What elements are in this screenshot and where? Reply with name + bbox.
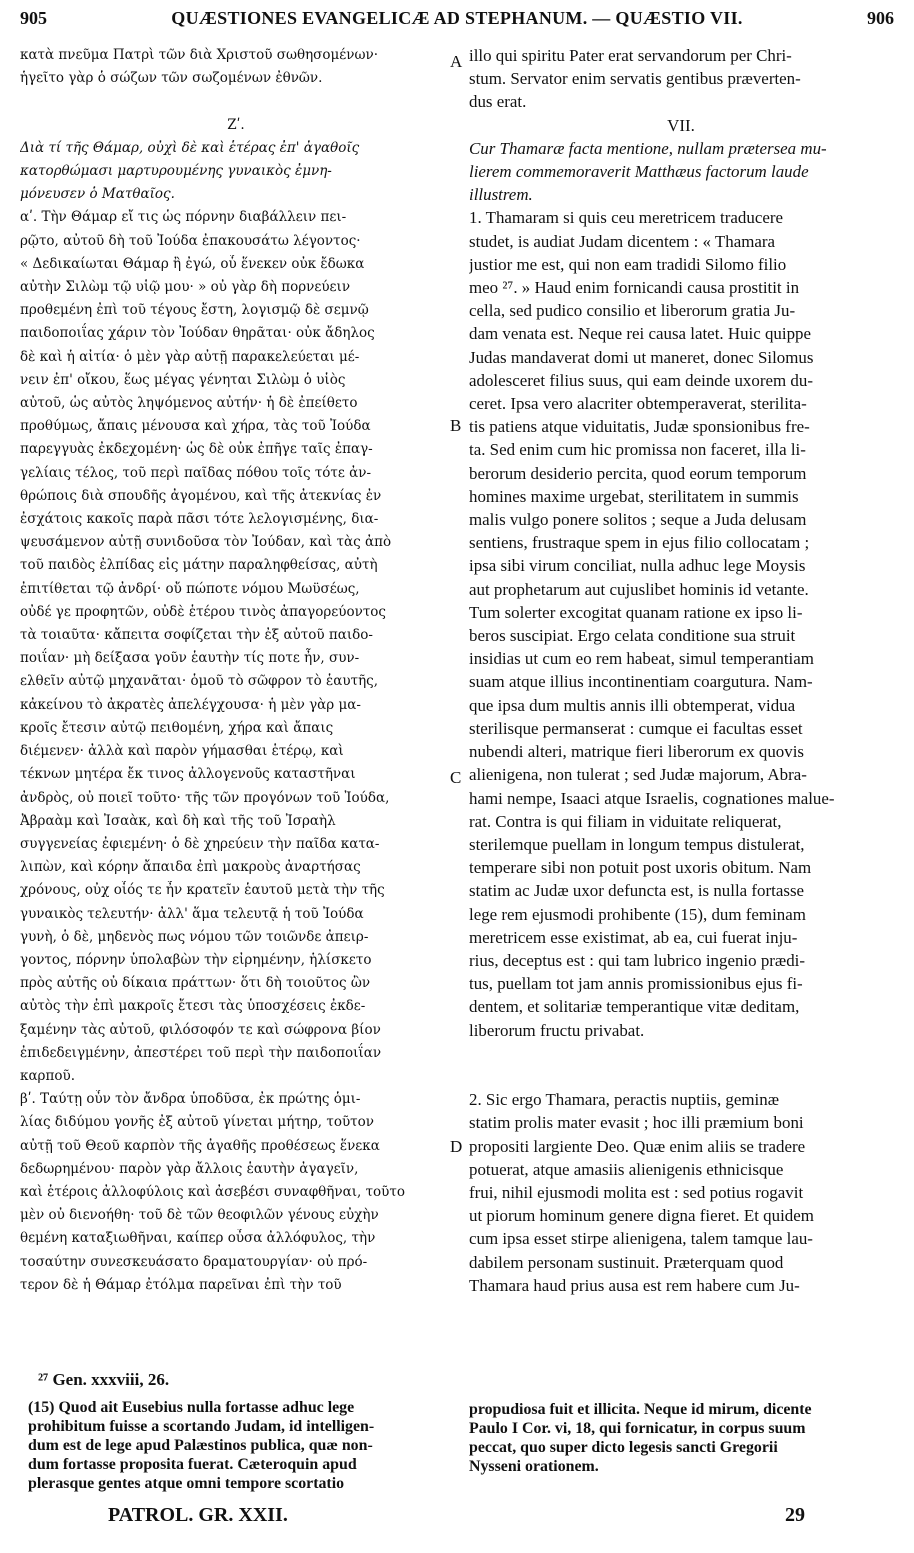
greek-line: ξαμένην τὰς αὐτοῦ, φιλόσοφόν τε καὶ σώφρονα βίον	[20, 1021, 381, 1038]
latin-line: sentiens, frustraque spem in ejus filio collocatam ;	[469, 533, 810, 553]
running-title: QUÆSTIONES EVANGELICÆ AD STEPHANUM. — QUÆSTIO VII.	[171, 8, 743, 28]
greek-line: κατορθώμασι μαρτυρουμένης γυναικὸς ἐμνη-	[20, 163, 332, 180]
greek-line: ρῷτο, αὐτοῦ δὴ τοῦ Ἰούδα ἐπακουσάτω λέγοντος·	[20, 232, 361, 249]
footnote-line: prohibitum fuisse a scortando Judam, id intelligen-	[28, 1418, 375, 1435]
greek-line: αὐτοῦ, ὡς αὐτὸς ληψόμενος αὐτήν· ἡ δὲ ἐπείθετο	[20, 395, 358, 412]
latin-line: hami nempe, Isaaci atque Israelis, cognationes maluе-	[469, 788, 835, 808]
greek-line: τέκνων μητέρα ἔκ τινος ἀλλογενοῦς καταστῆναι	[20, 766, 356, 783]
greek-line: συγγενείας ἐφιεμένη· ὁ δὲ χηρεύειν τὴν παῖδα κατα-	[20, 835, 380, 852]
latin-line: homines maxime urgebat, sterilitatem in summis	[469, 486, 799, 506]
latin-line: temperare sibi non potuit post uxoris obitum. Nam	[469, 858, 812, 878]
latin-line: 1. Thamaram si quis ceu meretricem traducere	[469, 208, 783, 228]
latin-line: liberorum fructu privabat.	[469, 1020, 645, 1040]
latin-line: alienigena, non tulerat ; sed Judæ majorum, Abra-	[469, 765, 807, 785]
greek-line: προθεμένη ἐπὶ τοῦ τέγους ἔστη, λογισμῷ δὲ σεμνῷ	[20, 302, 369, 319]
greek-line: παιδοποιΐας χάριν τὸν Ἰούδαν θηρᾶται· οὐκ ἄδηλος	[20, 325, 375, 342]
latin-line: Thamara haud prius ausa est rem habere cum Ju-	[469, 1275, 800, 1295]
footnote-line: propudiosa fuit et illicita. Neque id mirum, dicente	[469, 1401, 812, 1418]
margin-marker-a: A	[450, 52, 463, 71]
footnote-line: Paulo I Cor. vi, 18, qui fornicatur, in corpus suum	[469, 1420, 806, 1437]
margin-marker-d: D	[450, 1137, 463, 1156]
greek-line: γελίαις τέλος, τοῦ περὶ παῖδας πόθου τοῖς τότε ἀν-	[20, 464, 372, 481]
greek-line: γοντος, πόρνην ὑπολαβὼν τὴν εἰρημένην, ἡλίσκετο	[20, 951, 372, 968]
latin-line: illustrem.	[469, 185, 533, 205]
latin-line: studet, is audiat Judam dicentem : « Thamara	[469, 231, 776, 251]
greek-line: τερον δὲ ἡ Θάμαρ ἐτόλμα παρεῖναι ἐπὶ τὴν τοῦ	[20, 1276, 342, 1293]
latin-line: sterilisque permanserat : cumque ei facultas esset	[469, 718, 803, 738]
footer-left: PATROL. GR. XXII.	[108, 1504, 288, 1526]
running-header	[20, 8, 894, 34]
footnote-line: Nysseni orationem.	[469, 1458, 599, 1475]
greek-line: θρώποις διὰ σπουδῆς ἀγομένου, καὶ τῆς ἀτεκνίας ἐν	[20, 487, 382, 504]
page-number-right: 906	[867, 8, 894, 28]
footnote-line: peccat, quo super dicto legesis sancti Gregorii	[469, 1439, 778, 1456]
latin-line: berorum desiderio percita, quod eorum temporum	[469, 463, 807, 483]
latin-line: meretricem esse existimat, ab ea, cui fuerat inju-	[469, 927, 798, 947]
footnote-line: (15) Quod ait Eusebius nulla fortasse adhuc lege	[28, 1399, 355, 1416]
latin-line: 2. Sic ergo Thamara, peractis nuptiis, geminæ	[469, 1090, 779, 1110]
latin-line: justior me est, qui non eam tradidi Silomo filio	[469, 254, 787, 274]
latin-line: lege rem ejusmodi prohibente (15), dum feminam	[469, 904, 806, 924]
latin-line	[469, 1042, 893, 1065]
latin-line: cella, sed pudico consilio et liberorum gratia Ju-	[469, 301, 796, 321]
latin-line: dentem, et solitariæ temperantique vitæ deditam,	[469, 997, 800, 1017]
greek-line: « Δεδικαίωται Θάμαρ ἢ ἐγώ, οὗ ἕνεκεν οὐκ ἔδωκα	[20, 255, 365, 272]
latin-column	[469, 44, 895, 1297]
greek-line: τοῦ παιδὸς ἐλπίδας εἰς μάτην παραληφθείσας, αὐτὴ	[20, 557, 378, 574]
greek-line: ἡγεῖτο γὰρ ὁ σώζων τῶν σωζομένων ἐθνῶν.	[20, 70, 323, 87]
latin-line	[469, 1065, 893, 1088]
greek-line: δεδωρημένου· παρὸν γὰρ ἄλλοις ἑαυτὴν ἀγαγεῖν,	[20, 1160, 359, 1177]
latin-line: rius, deceptus est : qui tam lubrico ingenio prædi-	[469, 950, 805, 970]
footnote-left	[28, 1398, 453, 1493]
greek-line: παρεγγυὰς ἐκδεχομένη· ὡς δὲ οὐκ ἐπῆγε ταῖς ἐπαγ-	[20, 441, 373, 458]
greek-line: καρποῦ.	[20, 1067, 75, 1084]
latin-line: adolesceret filius suus, qui eam deinde uxorem du-	[469, 370, 813, 390]
greek-line: χρόνους, οὐχ οἷός τε ἦν κρατεῖν ἑαυτοῦ μετὰ τὴν τῆς	[20, 882, 385, 899]
greek-line: κατὰ πνεῦμα Πατρὶ τῶν διὰ Χριστοῦ σωθησομένων·	[20, 47, 378, 63]
greek-line: ἐσχάτοις κακοῖς παρὰ πᾶσι τότε λελογισμένης, δια-	[20, 511, 379, 528]
latin-line: ipsa sibi virum conciliat, nulla adhuc lege Moysis	[469, 556, 806, 576]
greek-line: διέμενεν· ἀλλὰ καὶ παρὸν γήμασθαι ἑτέρῳ, καὶ	[20, 743, 344, 760]
greek-line: Διὰ τί τῆς Θάμαρ, οὐχὶ δὲ καὶ ἑτέρας ἐπ' ἀγαθοῖς	[20, 139, 360, 156]
greek-line: Ζʹ.	[227, 116, 245, 133]
greek-line: μόνευσεν ὁ Ματθαῖος.	[20, 186, 175, 203]
latin-line: sterilemque puellam in longum tempus distulerat,	[469, 834, 805, 854]
footnote-line: dum est de lege apud Palæstinos publica, quæ non-	[28, 1437, 373, 1454]
greek-line: μὲν οὐ διενοήθη· τοῦ δὲ τῶν θεοφιλῶν γένους εὐχὴν	[20, 1207, 379, 1224]
greek-line: γυναικὸς τελευτήν· ἀλλ' ἅμα τελευτᾷ ἡ τοῦ Ἰούδα	[20, 905, 364, 922]
greek-line: κροῖς ἔτεσιν αὐτῷ πειθομένη, χήρα καὶ ἄπαις	[20, 719, 334, 736]
latin-line: tis patiens atque viduitatis, Judæ sponsionibus fre-	[469, 417, 810, 437]
greek-line: βʹ. Ταύτῃ οὖν τὸν ἄνδρα ὑποδῦσα, ἐκ πρώτης ὁμι-	[20, 1091, 361, 1108]
latin-line: stum. Servator enim servatis gentibus præverten-	[469, 69, 801, 89]
greek-line: νειν ἐπ' οἴκου, ἕως μέγας γένηται Σιλὼμ ὁ υἱὸς	[20, 371, 346, 388]
greek-line: πρὸς αὐτῆς οὐ δίκαια πράττων· ὅτι δὴ τοιοῦτος ὢν	[20, 975, 371, 992]
greek-line: αʹ. Τὴν Θάμαρ εἴ τις ὡς πόρνην διαβάλλειν πει-	[20, 209, 347, 226]
footnote-ref: ²⁷ Gen. xxxviii, 26.	[38, 1370, 170, 1389]
greek-line: κἀκείνου τὸ ἀκρατὲς ἀπελέγχουσα· ἡ μὲν γὰρ μα-	[20, 696, 361, 713]
greek-line: αὐτὴν Σιλὼμ τῷ υἱῷ μου· » οὐ γὰρ δὴ πορνεύειν	[20, 279, 351, 296]
latin-line: Tum solerter excogitat quanam ratione ex ipso li-	[469, 602, 803, 622]
greek-line: ἀνδρὸς, οὐ ποιεῖ τοῦτο· τῆς τῶν προγόνων τοῦ Ἰούδα,	[20, 789, 390, 806]
footnote-right	[469, 1400, 894, 1476]
latin-line: cum ipsa esset stirpe alienigena, talem tamque lau-	[469, 1229, 813, 1249]
greek-line: Ἀβραὰμ καὶ Ἰσαὰκ, καὶ δὴ καὶ τῆς τοῦ Ἰσραὴλ	[20, 812, 336, 829]
latin-line: aut prophetarum aut cujuslibet hominis id vetante.	[469, 579, 809, 599]
latin-line: meo ²⁷. » Haud enim fornicandi causa prostitit in	[469, 278, 800, 298]
latin-line: tus, puellam tot jam annis promissionibus ejus fi-	[469, 974, 803, 994]
greek-line: ἐπιτίθεται τῷ ἀνδρί· οὔ πώποτε νόμου Μωϋσέως,	[20, 580, 360, 597]
latin-line: insidias ut cum eo rem habeat, simul temperantiam	[469, 649, 814, 669]
greek-line: λίας διδύμου γονῆς ἐξ αὐτοῦ γίνεται μήτηρ, τοῦτον	[20, 1114, 374, 1131]
latin-line: lierem commemoraverit Matthæus factorum laude	[469, 162, 809, 182]
latin-line: suam atque illius incontinentiam coargutura. Nam-	[469, 672, 813, 692]
page-number-left: 905	[20, 8, 47, 28]
margin-marker-b: B	[450, 416, 462, 435]
latin-line: dus erat.	[469, 92, 527, 112]
latin-line: frui, nihil ejusmodi molita est : sed potius rogavit	[469, 1182, 804, 1202]
latin-line: malis vulgo ponere solitos ; seque a Juda delusam	[469, 510, 807, 530]
latin-line: propositi largiente Deo. Quæ enim aliis se tradere	[469, 1136, 806, 1156]
latin-line: beros suscipiat. Ergo celata conditione sua struit	[469, 626, 796, 646]
greek-line: ἐπιδεδειγμένην, ἀπεστέρει τοῦ περὶ τὴν παιδοποιΐαν	[20, 1044, 382, 1061]
latin-line: dam venata est. Neque rei causa latet. Huic quippe	[469, 324, 812, 344]
greek-line: αὐτὸς τὴν ἐπὶ μακροῖς ἔτεσι τὰς ὑποσχέσεις ἐκδε-	[20, 998, 366, 1015]
greek-line: ψευσάμενον αὐτῇ συνιδοῦσα τὸν Ἰούδαν, καὶ τὰς ἀπὸ	[20, 534, 392, 551]
latin-line: nubendi alteri, matrique fieri liberorum ex quovis	[469, 742, 805, 762]
greek-line	[20, 90, 452, 113]
latin-line: ut piorum hominum genere digna fieret. Et quidem	[469, 1206, 814, 1226]
latin-line: ta. Sed enim cum hic promissa non faceret, illa li-	[469, 440, 806, 460]
greek-column	[20, 44, 455, 1297]
greek-line: ποιΐαν· μὴ δείξασα γοῦν ἑαυτὴν τίς ποτε ἦν, συν-	[20, 650, 360, 667]
greek-line: λιπὼν, καὶ κόρην ἄπαιδα ἐπὶ μακροὺς ἀναρτήσας	[20, 859, 361, 876]
latin-line: rat. Contra is qui filiam in viduitate reliquerat,	[469, 811, 782, 831]
latin-line: Judas mandaverat domi ut maneret, donec Silomus	[469, 347, 814, 367]
greek-line: δὲ καὶ ἡ αἰτία· ὁ μὲν γὰρ αὐτῇ παρακελεύεται μέ-	[20, 348, 360, 365]
greek-line: οὐδέ γε προφητῶν, οὐδὲ ἑτέρου τινὸς ἀπαγορεύοντος	[20, 603, 387, 620]
footnote-line: plerasque gentes atque omni tempore scortatio	[28, 1475, 345, 1492]
greek-line: προθύμως, ἄπαις μένουσα καὶ χήρα, τὰς τοῦ Ἰούδα	[20, 418, 371, 435]
footer-right: 29	[785, 1504, 805, 1526]
greek-line: καὶ ἑτέροις ἀλλοφύλοις καὶ ἀσεβέσι συναφθῆναι, τοῦτο	[20, 1183, 405, 1200]
greek-line: ελθεῖν αὐτῷ μηχανᾶται· ὁμοῦ τὸ σῶφρον τὸ ἑαυτῆς,	[20, 673, 379, 690]
footnote-line: dum fortasse proposita fuerat. Cæteroquin apud	[28, 1456, 357, 1473]
greek-line: τὰ τοιαῦτα· κἄπειτα σοφίζεται τὴν ἐξ αὐτοῦ παιδο-	[20, 627, 373, 644]
latin-line: dabilem personam sustinuit. Præterquam quod	[469, 1252, 784, 1272]
greek-line: θεμένη καταξιωθῆναι, καίπερ οὖσα ἀλλόφυλος, τὴν	[20, 1230, 376, 1247]
greek-line: τοσαύτην συνεσκευάσατο δραματουργίαν· οὐ πρό-	[20, 1253, 368, 1270]
latin-line: ceret. Ipsa vero alacriter obtemperaverat, sterilita-	[469, 394, 807, 414]
latin-line: Cur Thamaræ facta mentione, nullam prætersea mu-	[469, 138, 827, 158]
latin-line: illo qui spiritu Pater erat servandorum per Chri-	[469, 46, 792, 65]
latin-line: potuerat, atque amasiis alienigenis ethnicisque	[469, 1159, 784, 1179]
margin-marker-c: C	[450, 768, 462, 787]
greek-line: αὐτῇ τοῦ Θεοῦ καρπὸν τῆς ἀγαθῆς προθέσεως ἕνεκα	[20, 1137, 380, 1154]
latin-line: VII.	[667, 115, 695, 135]
latin-line: statim prolis mater evasit ; hoc illi præmium boni	[469, 1113, 804, 1133]
latin-line: que ipsa dum multis annis illi obtemperat, vidua	[469, 695, 796, 715]
greek-line: γυνὴ, ὁ δὲ, μηδενὸς πως νόμου τῶν τοιῶνδε ἀπειρ-	[20, 928, 369, 945]
latin-line: statim ac Judæ uxor defuncta est, is nulla fortasse	[469, 881, 805, 901]
